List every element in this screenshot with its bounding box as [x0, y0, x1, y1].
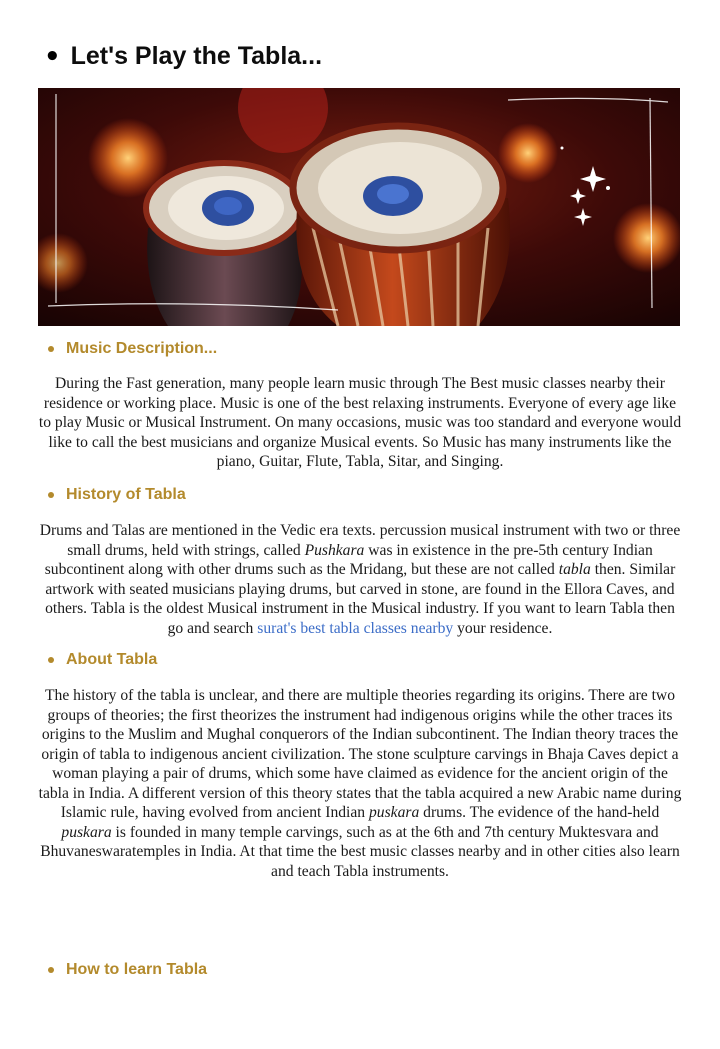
small-drum	[146, 163, 302, 326]
music-paragraph: During the Fast generation, many people learn music through The Best music classes nearby their residence or working place. Music is one of the best relaxing instruments. Everyone of every age like to play Music or Musical Instrument. On many occasions, music was too standard and everyone would like to call the best musicians and organize Musical events. So Music has many instruments like the piano, Guitar, Flute, Tabla, Sitar, and Singing.	[38, 375, 682, 470]
about-heading: About Tabla	[66, 651, 158, 668]
about-italic-1: puskara	[369, 804, 420, 821]
section-heading-history	[48, 486, 186, 504]
history-italic-1: Pushkara	[304, 541, 365, 559]
page-title-row	[44, 40, 322, 72]
history-paragraph	[36, 521, 684, 638]
bullet-dot	[48, 346, 54, 352]
about-paragraph	[36, 686, 684, 881]
history-text-3: then. Similar artwork with seated musicians playing drums, but carved in stone, are found in the Ellora Caves, and others. Tabla is the oldest Musical instrument in the Musical industry. If you want to learn Tabla then go and search	[45, 561, 676, 637]
history-text-2: was in existence in the pre-5th century Indian subcontinent along with other drums such as the Mridang, but these are not called	[44, 541, 653, 578]
about-italic-2: puskara	[61, 823, 112, 841]
hero-image	[38, 88, 680, 326]
music-heading: Music Description...	[66, 340, 218, 357]
page-title: Let's Play the Tabla...	[70, 42, 323, 70]
bullet-dot	[48, 967, 54, 973]
history-heading: History of Tabla	[66, 486, 186, 503]
bullet-dot	[48, 657, 54, 663]
history-text-4: your residence.	[453, 619, 553, 637]
section-heading-music	[48, 340, 217, 358]
bullet-dot	[48, 492, 54, 498]
title-bullet: •	[44, 42, 61, 72]
history-text-1: Drums and Talas are mentioned in the Vedic era texts. percussion musical instrument with two or three small drums, held with strings, called	[39, 522, 681, 559]
large-drum	[293, 126, 510, 326]
about-text-2: drums. The evidence of the hand-held	[419, 804, 660, 821]
history-italic-2: tabla	[558, 561, 591, 578]
section-heading-learn	[48, 961, 207, 979]
about-text-3: is founded in many temple carvings, such as at the 6th and 7th century Muktesvara and Bhuvaneswaratemples in India. At that time the best music classes nearby and in other cities also learn and teach Tabla instruments.	[40, 823, 680, 880]
learn-heading: How to learn Tabla	[66, 961, 208, 978]
section-heading-about	[48, 651, 157, 669]
tabla-classes-link[interactable]: surat's best tabla classes nearby	[257, 619, 454, 637]
about-text-1: The history of the tabla is unclear, and there are multiple theories regarding its origins. There are two groups of theories; the first theorizes the instrument had indigenous origins while the other traces its origins to the Muslim and Mughal conquerors of the Indian subcontinent. The Indian theory traces the origin of tabla to indigenous ancient civilization. The stone sculpture carvings in Bhaja Caves depict a woman playing a pair of drums, which some have claimed as evidence for the ancient origin of the tabla in India. A different version of this theory states that the tabla acquired a new Arabic name during Islamic rule, having evolved from ancient Indian	[38, 687, 682, 821]
